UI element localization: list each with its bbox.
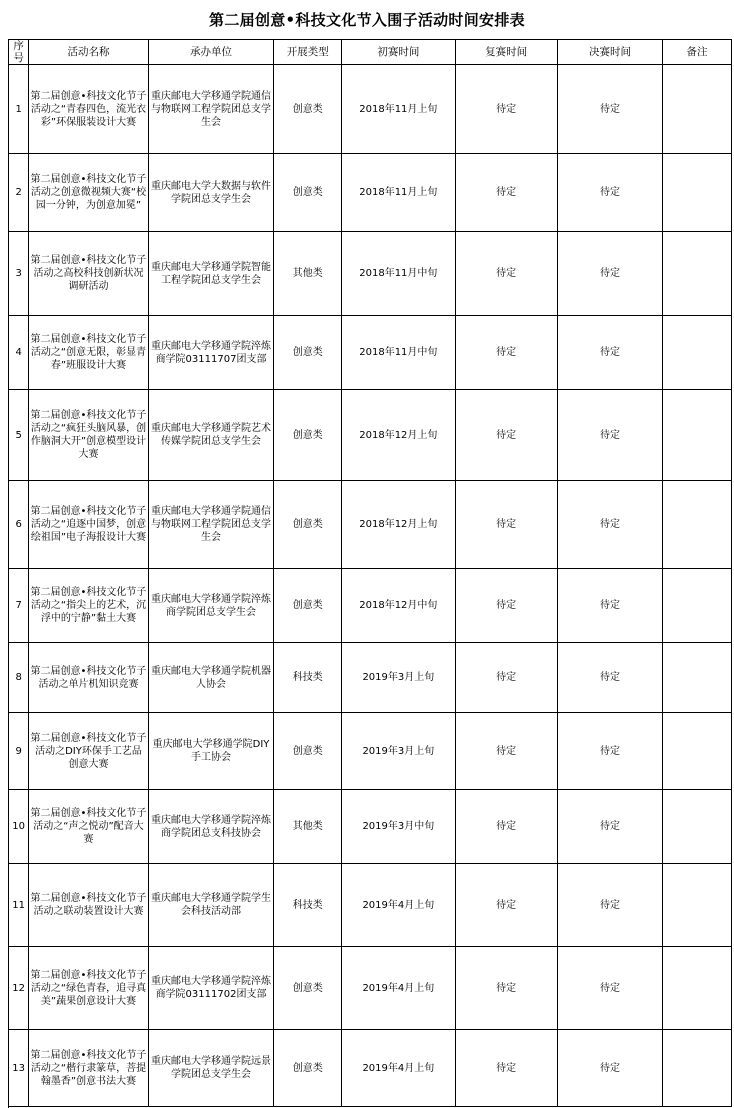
- cell-activity-name[interactable]: 第二届创意•科技文化节子活动之高校科技创新状况调研活动: [29, 232, 148, 316]
- cell-activity-name[interactable]: 第二届创意•科技文化节子活动之创意微视频大赛“校园一分钟，为创意加冕”: [29, 154, 148, 232]
- table-row: [9, 65, 732, 154]
- cell-first-round-time[interactable]: 2018年12月上旬: [342, 481, 455, 569]
- cell-first-round-time[interactable]: 2019年3月上旬: [342, 713, 455, 790]
- cell-semi-final-time[interactable]: 待定: [455, 713, 557, 790]
- cell-first-round-time[interactable]: 2019年4月上旬: [342, 864, 455, 947]
- table-row: [9, 947, 732, 1030]
- cell-activity-name[interactable]: 第二届创意•科技文化节子活动之单片机知识竞赛: [29, 643, 148, 713]
- cell-final-time[interactable]: 待定: [557, 154, 662, 232]
- cell-activity-type[interactable]: 科技类: [274, 643, 342, 713]
- header-first-round[interactable]: 初赛时间: [342, 40, 455, 65]
- cell-note[interactable]: [663, 390, 732, 481]
- cell-activity-name[interactable]: 第二届创意•科技文化节子活动之联动装置设计大赛: [29, 864, 148, 947]
- cell-activity-name[interactable]: 第二届创意•科技文化节子活动之“指尖上的艺术，沉浮中的宁静”黏土大赛: [29, 569, 148, 643]
- cell-seq[interactable]: 3: [9, 232, 29, 316]
- cell-seq[interactable]: 7: [9, 569, 29, 643]
- cell-host-unit[interactable]: 重庆邮电大学移通学院机器人协会: [148, 643, 274, 713]
- next-row-edge: [8, 1100, 732, 1108]
- cell-semi-final-time[interactable]: 待定: [455, 643, 557, 713]
- cell-host-unit[interactable]: 重庆邮电大学移通学院通信与物联网工程学院团总支学生会: [148, 65, 274, 154]
- cell-activity-type[interactable]: 创意类: [274, 1030, 342, 1107]
- cell-host-unit[interactable]: 重庆邮电大学移通学院淬炼商学院03111702团支部: [148, 947, 274, 1030]
- cell-activity-type[interactable]: 创意类: [274, 569, 342, 643]
- cell-first-round-time[interactable]: 2019年4月上旬: [342, 1030, 455, 1107]
- cell-final-time[interactable]: 待定: [557, 947, 662, 1030]
- cell-host-unit[interactable]: 重庆邮电大学移通学院远景学院团总支学生会: [148, 1030, 274, 1107]
- cell-activity-type[interactable]: 其他类: [274, 232, 342, 316]
- cell-seq[interactable]: 5: [9, 390, 29, 481]
- cell-seq[interactable]: 12: [9, 947, 29, 1030]
- cell-first-round-time[interactable]: 2018年11月上旬: [342, 154, 455, 232]
- cell-semi-final-time[interactable]: 待定: [455, 390, 557, 481]
- cell-final-time[interactable]: 待定: [557, 790, 662, 864]
- table-row: [9, 1030, 732, 1107]
- cell-semi-final-time[interactable]: 待定: [455, 316, 557, 390]
- cell-semi-final-time[interactable]: 待定: [455, 1030, 557, 1107]
- schedule-table: [8, 39, 732, 1107]
- table-row: [9, 569, 732, 643]
- cell-note[interactable]: [663, 65, 732, 154]
- cell-seq[interactable]: 13: [9, 1030, 29, 1107]
- cell-semi-final-time[interactable]: 待定: [455, 232, 557, 316]
- cell-first-round-time[interactable]: 2019年3月中旬: [342, 790, 455, 864]
- cell-activity-type[interactable]: 创意类: [274, 316, 342, 390]
- cell-activity-type[interactable]: 创意类: [274, 154, 342, 232]
- cell-seq[interactable]: 4: [9, 316, 29, 390]
- cell-semi-final-time[interactable]: 待定: [455, 154, 557, 232]
- cell-final-time[interactable]: 待定: [557, 65, 662, 154]
- cell-host-unit[interactable]: 重庆邮电大学移通学院学生会科技活动部: [148, 864, 274, 947]
- cell-activity-type[interactable]: 创意类: [274, 65, 342, 154]
- header-name[interactable]: 活动名称: [29, 40, 148, 65]
- table-row: [9, 154, 732, 232]
- cell-activity-name[interactable]: 第二届创意•科技文化节子活动之“追逐中国梦，创意绘祖国”电子海报设计大赛: [29, 481, 148, 569]
- cell-semi-final-time[interactable]: 待定: [455, 790, 557, 864]
- cell-host-unit[interactable]: 重庆邮电大学移通学院艺术传媒学院团总支学生会: [148, 390, 274, 481]
- header-unit[interactable]: 承办单位: [148, 40, 274, 65]
- cell-semi-final-time[interactable]: 待定: [455, 481, 557, 569]
- cell-note[interactable]: [663, 947, 732, 1030]
- cell-semi-final-time[interactable]: 待定: [455, 65, 557, 154]
- cell-host-unit[interactable]: 重庆邮电大学移通学院通信与物联网工程学院团总支学生会: [148, 481, 274, 569]
- cell-semi-final-time[interactable]: 待定: [455, 947, 557, 1030]
- cell-final-time[interactable]: 待定: [557, 643, 662, 713]
- header-type[interactable]: 开展类型: [274, 40, 342, 65]
- cell-first-round-time[interactable]: 2018年12月上旬: [342, 390, 455, 481]
- cell-final-time[interactable]: 待定: [557, 864, 662, 947]
- cell-seq[interactable]: 10: [9, 790, 29, 864]
- cell-note[interactable]: [663, 569, 732, 643]
- cell-activity-name[interactable]: 第二届创意•科技文化节子活动之“青春四色，流光衣彩”环保服装设计大赛: [29, 65, 148, 154]
- cell-activity-name[interactable]: 第二届创意•科技文化节子活动之DIY环保手工艺品创意大赛: [29, 713, 148, 790]
- cell-activity-name[interactable]: 第二届创意•科技文化节子活动之“绿色青春，追寻真美”蔬果创意设计大赛: [29, 947, 148, 1030]
- table-row: [9, 390, 732, 481]
- cell-first-round-time[interactable]: 2018年12月中旬: [342, 569, 455, 643]
- cell-note[interactable]: [663, 864, 732, 947]
- table-row: [9, 232, 732, 316]
- cell-activity-type[interactable]: 创意类: [274, 481, 342, 569]
- cell-seq[interactable]: 1: [9, 65, 29, 154]
- cell-final-time[interactable]: 待定: [557, 713, 662, 790]
- cell-host-unit[interactable]: 重庆邮电大学移通学院淬炼商学院团总支学生会: [148, 569, 274, 643]
- table-row: [9, 481, 732, 569]
- cell-activity-name[interactable]: 第二届创意•科技文化节子活动之“疯狂头脑风暴，创作脑洞大开”创意模型设计大赛: [29, 390, 148, 481]
- cell-note[interactable]: [663, 154, 732, 232]
- cell-activity-type[interactable]: 创意类: [274, 947, 342, 1030]
- cell-activity-name[interactable]: 第二届创意•科技文化节子活动之“楷行隶篆草，菩提翰墨香”创意书法大赛: [29, 1030, 148, 1107]
- cell-note[interactable]: [663, 790, 732, 864]
- header-semi-final[interactable]: 复赛时间: [455, 40, 557, 65]
- table-row: [9, 643, 732, 713]
- cell-host-unit[interactable]: 重庆邮电大学移通学院DIY手工协会: [148, 713, 274, 790]
- cell-activity-name[interactable]: 第二届创意•科技文化节子活动之“创意无限，彰显青春”班服设计大赛: [29, 316, 148, 390]
- cell-note[interactable]: [663, 643, 732, 713]
- table-row: [9, 864, 732, 947]
- table-row: [9, 713, 732, 790]
- cell-semi-final-time[interactable]: 待定: [455, 569, 557, 643]
- cell-first-round-time[interactable]: 2018年11月中旬: [342, 232, 455, 316]
- cell-final-time[interactable]: 待定: [557, 569, 662, 643]
- header-row: [9, 40, 732, 65]
- cell-activity-type[interactable]: 创意类: [274, 390, 342, 481]
- cell-host-unit[interactable]: 重庆邮电大学移通学院智能工程学院团总支学生会: [148, 232, 274, 316]
- cell-host-unit[interactable]: 重庆邮电大学移通学院淬炼商学院03111707团支部: [148, 316, 274, 390]
- cell-final-time[interactable]: 待定: [557, 481, 662, 569]
- table-row: [9, 316, 732, 390]
- cell-note[interactable]: [663, 232, 732, 316]
- cell-final-time[interactable]: 待定: [557, 232, 662, 316]
- cell-first-round-time[interactable]: 2019年3月上旬: [342, 643, 455, 713]
- cell-host-unit[interactable]: 重庆邮电大学移通学院淬炼商学院团总支科技协会: [148, 790, 274, 864]
- cell-note[interactable]: [663, 481, 732, 569]
- header-seq[interactable]: 序号: [9, 40, 29, 65]
- cell-semi-final-time[interactable]: 待定: [455, 864, 557, 947]
- cell-seq[interactable]: 8: [9, 643, 29, 713]
- header-final[interactable]: 决赛时间: [557, 40, 662, 65]
- cell-seq[interactable]: 11: [9, 864, 29, 947]
- cell-seq[interactable]: 9: [9, 713, 29, 790]
- cell-seq[interactable]: 2: [9, 154, 29, 232]
- cell-note[interactable]: [663, 713, 732, 790]
- table-row: [9, 790, 732, 864]
- header-note[interactable]: 备注: [663, 40, 732, 65]
- cell-activity-name[interactable]: 第二届创意•科技文化节子活动之“声之悦动”配音大赛: [29, 790, 148, 864]
- cell-first-round-time[interactable]: 2018年11月上旬: [342, 65, 455, 154]
- cell-final-time[interactable]: 待定: [557, 316, 662, 390]
- cell-activity-type[interactable]: 科技类: [274, 864, 342, 947]
- cell-activity-type[interactable]: 其他类: [274, 790, 342, 864]
- cell-note[interactable]: [663, 316, 732, 390]
- cell-host-unit[interactable]: 重庆邮电大学大数据与软件学院团总支学生会: [148, 154, 274, 232]
- sheet-title: 第二届创意•科技文化节入围子活动时间安排表: [209, 11, 525, 29]
- cell-note[interactable]: [663, 1030, 732, 1107]
- cell-first-round-time[interactable]: 2019年4月上旬: [342, 947, 455, 1030]
- cell-final-time[interactable]: 待定: [557, 390, 662, 481]
- cell-final-time[interactable]: 待定: [557, 1030, 662, 1107]
- cell-seq[interactable]: 6: [9, 481, 29, 569]
- cell-first-round-time[interactable]: 2018年11月中旬: [342, 316, 455, 390]
- cell-activity-type[interactable]: 创意类: [274, 713, 342, 790]
